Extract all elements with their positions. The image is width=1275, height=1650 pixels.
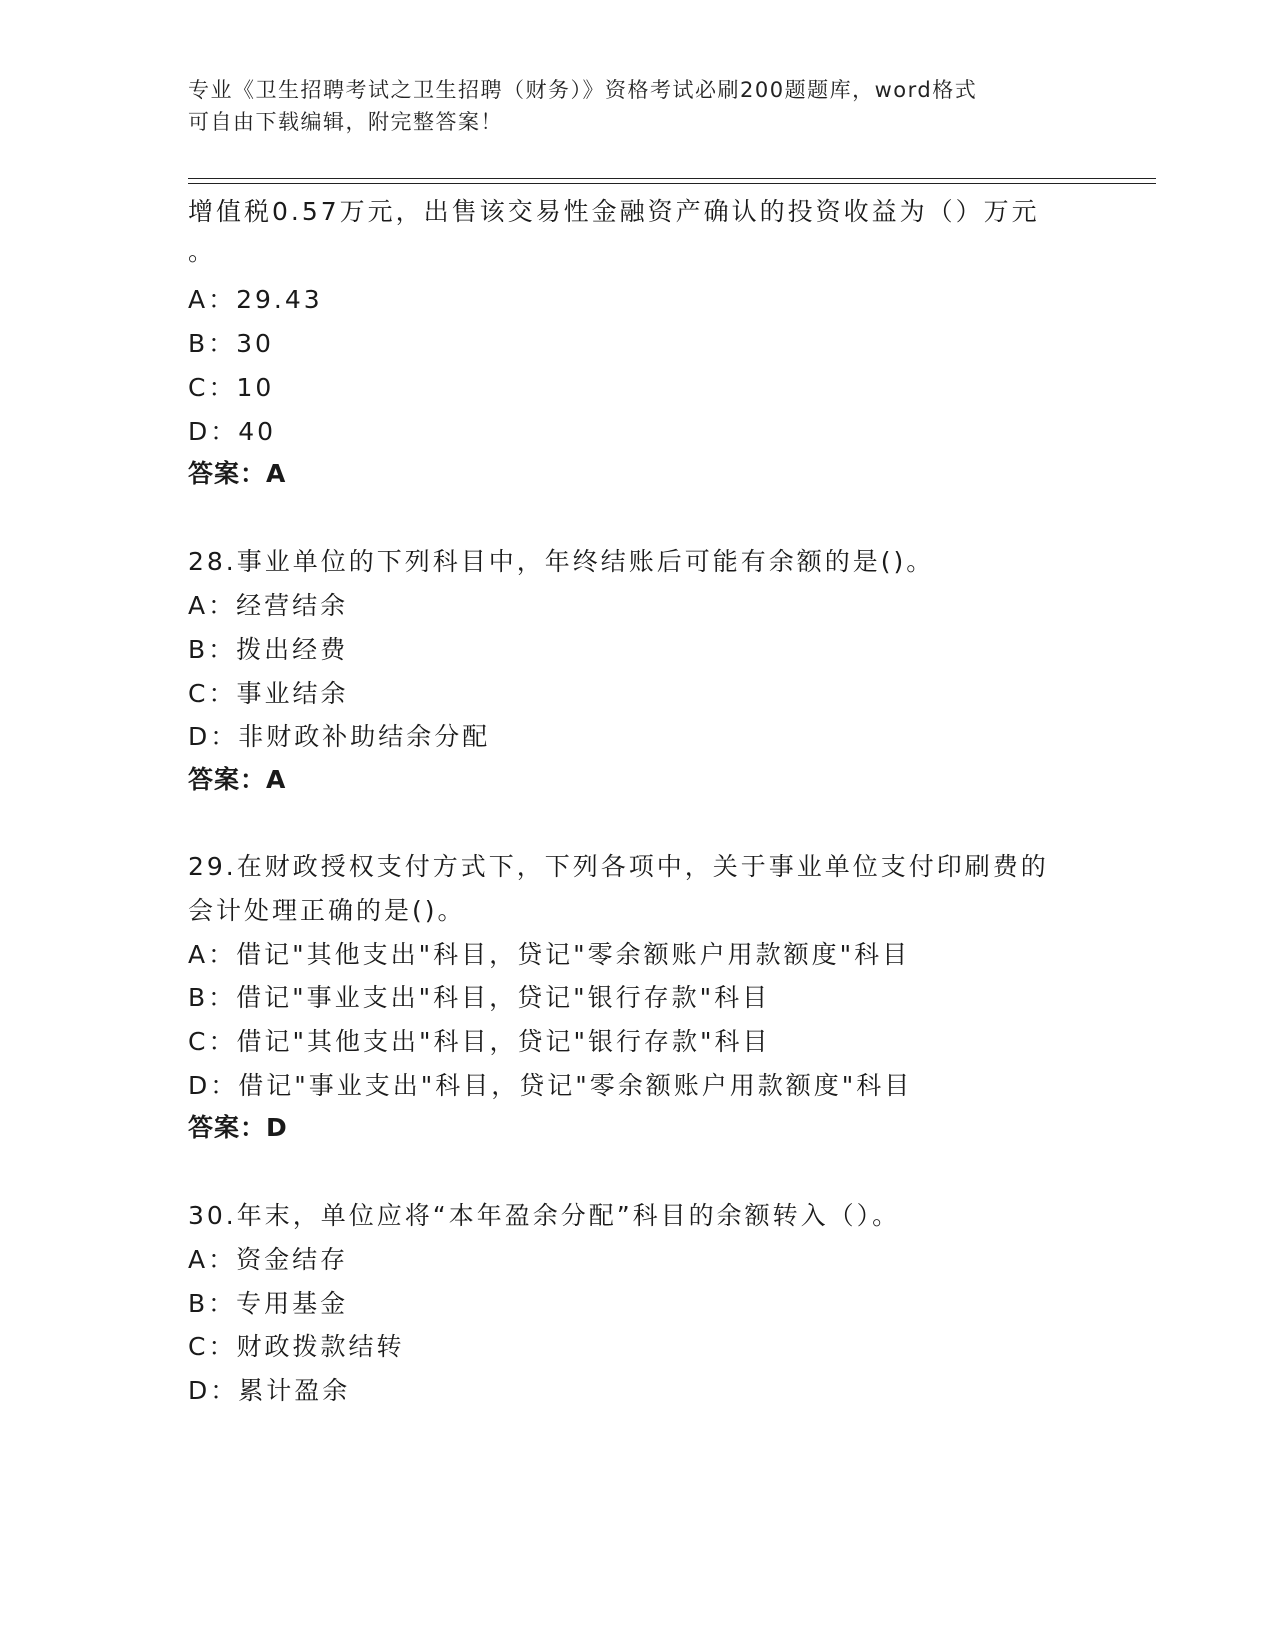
header-divider-top — [188, 178, 1156, 179]
q28-option-b: B：拨出经费 — [188, 635, 349, 664]
q29-option-b: B：借记"事业支出"科目，贷记"银行存款"科目 — [188, 983, 771, 1012]
q27-option-c: C：10 — [188, 373, 275, 402]
q29-option-a: A：借记"其他支出"科目，贷记"零余额账户用款额度"科目 — [188, 940, 911, 969]
q30-option-c: C：财政拨款结转 — [188, 1332, 405, 1361]
q27-text-line-2: 。 — [188, 237, 217, 266]
q28-option-a: A：经营结余 — [188, 591, 349, 620]
q29-option-c: C：借记"其他支出"科目，贷记"银行存款"科目 — [188, 1027, 771, 1056]
q28-option-d: D：非财政补助结余分配 — [188, 722, 491, 751]
header-line-1: 专业《卫生招聘考试之卫生招聘（财务）》资格考试必刷200题题库，word格式 — [188, 78, 978, 102]
q30-option-b: B：专用基金 — [188, 1289, 349, 1318]
q27-answer: 答案：A — [188, 459, 287, 488]
q28-text-line-1: 28.事业单位的下列科目中，年终结账后可能有余额的是()。 — [188, 547, 935, 576]
q27-option-b: B：30 — [188, 329, 274, 358]
q30-text-line-1: 30.年末，单位应将“本年盈余分配”科目的余额转入（）。 — [188, 1201, 901, 1230]
q29-text-line-1: 29.在财政授权支付方式下，下列各项中，关于事业单位支付印刷费的 — [188, 852, 1049, 881]
q28-option-c: C：事业结余 — [188, 679, 349, 708]
q30-option-d: D：累计盈余 — [188, 1376, 351, 1405]
q28-answer: 答案：A — [188, 765, 287, 794]
q29-option-d: D：借记"事业支出"科目，贷记"零余额账户用款额度"科目 — [188, 1071, 913, 1100]
q30-option-a: A：资金结存 — [188, 1245, 349, 1274]
q29-text-line-2: 会计处理正确的是()。 — [188, 896, 466, 925]
q27-option-d: D：40 — [188, 417, 277, 446]
q27-text-line-1: 增值税0.57万元，出售该交易性金融资产确认的投资收益为（）万元 — [188, 197, 1040, 226]
header-line-2: 可自由下载编辑，附完整答案！ — [188, 110, 503, 134]
header-divider-bottom — [188, 183, 1156, 184]
q27-option-a: A：29.43 — [188, 285, 323, 314]
document-header — [188, 74, 1088, 138]
q29-answer: 答案：D — [188, 1113, 288, 1142]
